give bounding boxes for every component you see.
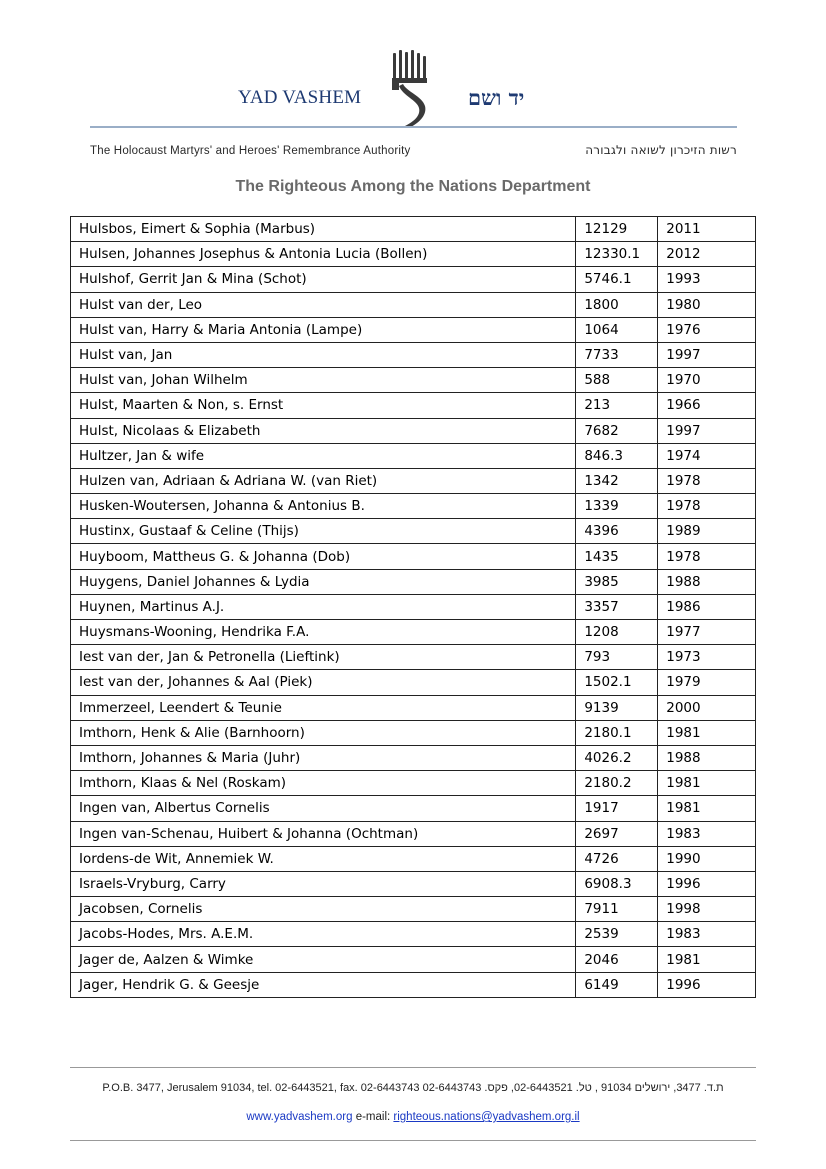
- table-row: [71, 292, 756, 317]
- file-number-cell: 846.3: [576, 443, 658, 468]
- table-row: [71, 922, 756, 947]
- file-number-cell: 1917: [576, 796, 658, 821]
- file-number-cell: 2180.1: [576, 720, 658, 745]
- honoree-name-cell: Jager, Hendrik G. & Geesje: [71, 972, 576, 997]
- honoree-name-cell: Ingen van, Albertus Cornelis: [71, 796, 576, 821]
- honoree-name-cell: Iest van der, Jan & Petronella (Lieftink): [71, 645, 576, 670]
- table-row: [71, 569, 756, 594]
- file-number-cell: 1502.1: [576, 670, 658, 695]
- table-row: [71, 972, 756, 997]
- file-number-cell: 588: [576, 368, 658, 393]
- address-hebrew: ת.ד. 3477, ירושלים 91034 , טל. 02-6443521, פקס. 02-6443743: [422, 1082, 724, 1094]
- honoree-name-cell: Immerzeel, Leendert & Teunie: [71, 695, 576, 720]
- table-row: [71, 217, 756, 242]
- file-number-cell: 5746.1: [576, 267, 658, 292]
- righteous-records-table: [70, 216, 756, 998]
- honoree-name-cell: Jacobsen, Cornelis: [71, 897, 576, 922]
- authority-name-english: The Holocaust Martyrs' and Heroes' Remembrance Authority: [90, 145, 411, 157]
- table-row: [71, 594, 756, 619]
- recognition-year-cell: 1983: [658, 821, 756, 846]
- table-row: [71, 720, 756, 745]
- recognition-year-cell: 1998: [658, 897, 756, 922]
- table-row: [71, 846, 756, 871]
- recognition-year-cell: 2011: [658, 217, 756, 242]
- authority-name-hebrew: רשות הזיכרון לשואה ולגבורה: [585, 143, 737, 157]
- table-row: [71, 519, 756, 544]
- honoree-name-cell: Huynen, Martinus A.J.: [71, 594, 576, 619]
- file-number-cell: 2539: [576, 922, 658, 947]
- file-number-cell: 9139: [576, 695, 658, 720]
- file-number-cell: 2697: [576, 821, 658, 846]
- footer-address: [0, 1082, 826, 1094]
- file-number-cell: 4726: [576, 846, 658, 871]
- honoree-name-cell: Hultzer, Jan & wife: [71, 443, 576, 468]
- table-row: [71, 670, 756, 695]
- table-row: [71, 242, 756, 267]
- footer-divider-bottom: [70, 1140, 756, 1141]
- table-row: [71, 544, 756, 569]
- recognition-year-cell: 1979: [658, 670, 756, 695]
- recognition-year-cell: 1978: [658, 544, 756, 569]
- file-number-cell: 1339: [576, 494, 658, 519]
- file-number-cell: 2180.2: [576, 771, 658, 796]
- table-row: [71, 947, 756, 972]
- table-row: [71, 418, 756, 443]
- address-english: P.O.B. 3477, Jerusalem 91034, tel. 02-6443521, fax. 02-6443743: [102, 1082, 420, 1094]
- honoree-name-cell: Hulzen van, Adriaan & Adriana W. (van Riet): [71, 468, 576, 493]
- honoree-name-cell: Iest van der, Johannes & Aal (Piek): [71, 670, 576, 695]
- footer-contact: [0, 1111, 826, 1123]
- recognition-year-cell: 1981: [658, 947, 756, 972]
- file-number-cell: 7682: [576, 418, 658, 443]
- file-number-cell: 4026.2: [576, 745, 658, 770]
- table-row: [71, 468, 756, 493]
- recognition-year-cell: 1976: [658, 317, 756, 342]
- recognition-year-cell: 1986: [658, 594, 756, 619]
- honoree-name-cell: Hulshof, Gerrit Jan & Mina (Schot): [71, 267, 576, 292]
- recognition-year-cell: 1988: [658, 569, 756, 594]
- table-row: [71, 317, 756, 342]
- file-number-cell: 1800: [576, 292, 658, 317]
- recognition-year-cell: 1997: [658, 418, 756, 443]
- file-number-cell: 6149: [576, 972, 658, 997]
- honoree-name-cell: Imthorn, Henk & Alie (Barnhoorn): [71, 720, 576, 745]
- file-number-cell: 12330.1: [576, 242, 658, 267]
- honoree-name-cell: Israels-Vryburg, Carry: [71, 871, 576, 896]
- honoree-name-cell: Husken-Woutersen, Johanna & Antonius B.: [71, 494, 576, 519]
- file-number-cell: 6908.3: [576, 871, 658, 896]
- table-row: [71, 342, 756, 367]
- honoree-name-cell: Hulsbos, Eimert & Sophia (Marbus): [71, 217, 576, 242]
- recognition-year-cell: 1990: [658, 846, 756, 871]
- file-number-cell: 3985: [576, 569, 658, 594]
- file-number-cell: 7733: [576, 342, 658, 367]
- email-link[interactable]: righteous.nations@yadvashem.org.il: [393, 1111, 580, 1123]
- recognition-year-cell: 1997: [658, 342, 756, 367]
- recognition-year-cell: 2000: [658, 695, 756, 720]
- honoree-name-cell: Iordens-de Wit, Annemiek W.: [71, 846, 576, 871]
- recognition-year-cell: 1978: [658, 468, 756, 493]
- honoree-name-cell: Hulsen, Johannes Josephus & Antonia Lucia (Bollen): [71, 242, 576, 267]
- file-number-cell: 213: [576, 393, 658, 418]
- header-divider: [90, 126, 737, 128]
- table-row: [71, 796, 756, 821]
- email-label: e-mail:: [355, 1111, 391, 1123]
- honoree-name-cell: Hulst van der, Leo: [71, 292, 576, 317]
- honoree-name-cell: Huygens, Daniel Johannes & Lydia: [71, 569, 576, 594]
- honoree-name-cell: Imthorn, Klaas & Nel (Roskam): [71, 771, 576, 796]
- footer-divider-top: [70, 1067, 756, 1068]
- table-row: [71, 871, 756, 896]
- honoree-name-cell: Huysmans-Wooning, Hendrika F.A.: [71, 620, 576, 645]
- table-row: [71, 745, 756, 770]
- file-number-cell: 793: [576, 645, 658, 670]
- yad-vashem-logo-icon: [387, 50, 435, 128]
- authority-line: [90, 143, 737, 157]
- recognition-year-cell: 1996: [658, 871, 756, 896]
- file-number-cell: 1435: [576, 544, 658, 569]
- file-number-cell: 3357: [576, 594, 658, 619]
- honoree-name-cell: Hulst van, Harry & Maria Antonia (Lampe): [71, 317, 576, 342]
- recognition-year-cell: 2012: [658, 242, 756, 267]
- honoree-name-cell: Jager de, Aalzen & Wimke: [71, 947, 576, 972]
- recognition-year-cell: 1983: [658, 922, 756, 947]
- table-row: [71, 494, 756, 519]
- recognition-year-cell: 1970: [658, 368, 756, 393]
- table-row: [71, 620, 756, 645]
- recognition-year-cell: 1978: [658, 494, 756, 519]
- table-row: [71, 443, 756, 468]
- file-number-cell: 4396: [576, 519, 658, 544]
- recognition-year-cell: 1981: [658, 771, 756, 796]
- honoree-name-cell: Hustinx, Gustaaf & Celine (Thijs): [71, 519, 576, 544]
- recognition-year-cell: 1973: [658, 645, 756, 670]
- website-link[interactable]: www.yadvashem.org: [246, 1111, 353, 1123]
- recognition-year-cell: 1966: [658, 393, 756, 418]
- table-row: [71, 821, 756, 846]
- honoree-name-cell: Imthorn, Johannes & Maria (Juhr): [71, 745, 576, 770]
- table-row: [71, 645, 756, 670]
- table-row: [71, 695, 756, 720]
- file-number-cell: 1342: [576, 468, 658, 493]
- table-row: [71, 368, 756, 393]
- table-row: [71, 897, 756, 922]
- logo-text-hebrew: יד ושם: [468, 85, 525, 110]
- file-number-cell: 2046: [576, 947, 658, 972]
- honoree-name-cell: Hulst van, Jan: [71, 342, 576, 367]
- recognition-year-cell: 1977: [658, 620, 756, 645]
- recognition-year-cell: 1993: [658, 267, 756, 292]
- recognition-year-cell: 1981: [658, 796, 756, 821]
- recognition-year-cell: 1980: [658, 292, 756, 317]
- table-row: [71, 393, 756, 418]
- table-row: [71, 771, 756, 796]
- honoree-name-cell: Jacobs-Hodes, Mrs. A.E.M.: [71, 922, 576, 947]
- file-number-cell: 1064: [576, 317, 658, 342]
- honoree-name-cell: Ingen van-Schenau, Huibert & Johanna (Ochtman): [71, 821, 576, 846]
- department-title: The Righteous Among the Nations Department: [235, 178, 591, 195]
- table-row: [71, 267, 756, 292]
- records-table-body: [71, 217, 756, 998]
- logo-text-english: YAD VASHEM: [238, 87, 362, 108]
- honoree-name-cell: Huyboom, Mattheus G. & Johanna (Dob): [71, 544, 576, 569]
- recognition-year-cell: 1988: [658, 745, 756, 770]
- honoree-name-cell: Hulst van, Johan Wilhelm: [71, 368, 576, 393]
- honoree-name-cell: Hulst, Nicolaas & Elizabeth: [71, 418, 576, 443]
- honoree-name-cell: Hulst, Maarten & Non, s. Ernst: [71, 393, 576, 418]
- recognition-year-cell: 1981: [658, 720, 756, 745]
- file-number-cell: 1208: [576, 620, 658, 645]
- recognition-year-cell: 1974: [658, 443, 756, 468]
- file-number-cell: 12129: [576, 217, 658, 242]
- file-number-cell: 7911: [576, 897, 658, 922]
- recognition-year-cell: 1996: [658, 972, 756, 997]
- recognition-year-cell: 1989: [658, 519, 756, 544]
